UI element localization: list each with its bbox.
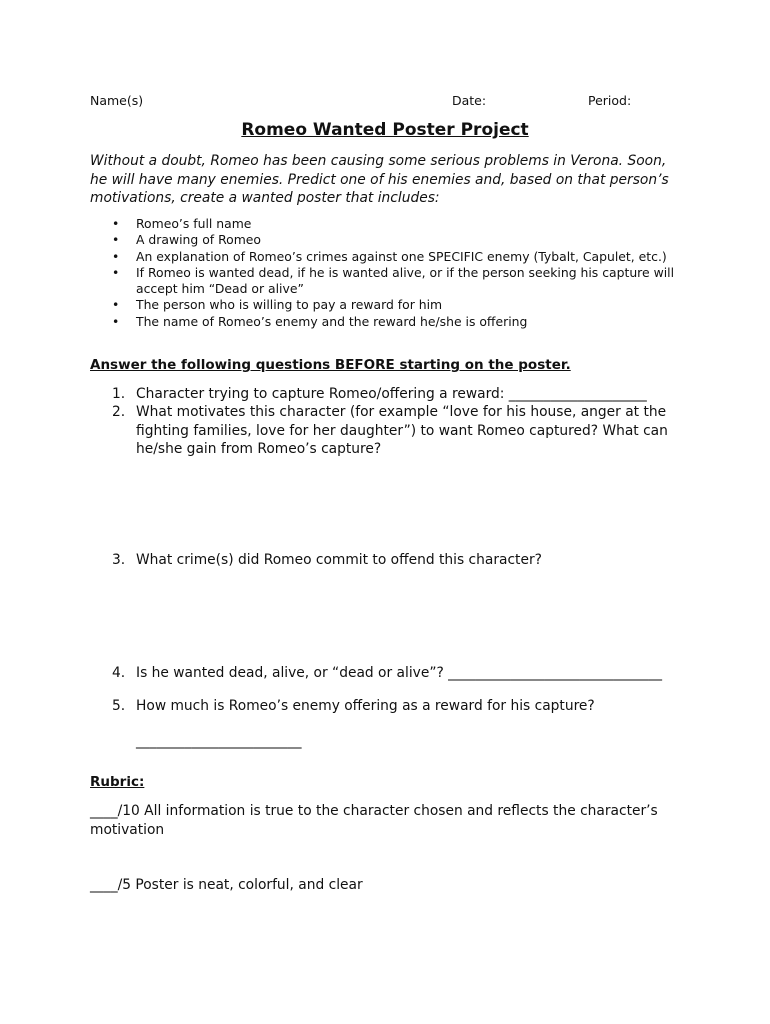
date-label: Date:	[452, 93, 487, 108]
question-text: Character trying to capture Romeo/offering a reward: ____________________	[136, 386, 647, 402]
list-item-text: Romeo’s full name	[136, 216, 252, 231]
requirements-list	[90, 216, 690, 330]
question-text: How much is Romeo’s enemy offering as a reward for his capture?	[136, 698, 595, 714]
list-item-text: The person who is willing to pay a reward for him	[136, 297, 443, 313]
list-item	[90, 216, 690, 232]
bullet-icon: •	[112, 297, 120, 313]
question-number: 1.	[112, 386, 126, 402]
question-text: What crime(s) did Romeo commit to offend this character?	[136, 552, 542, 568]
question-4	[90, 664, 690, 683]
page-title: Romeo Wanted Poster Project	[241, 120, 529, 140]
question-number: 4.	[112, 665, 126, 681]
question-3	[90, 551, 690, 570]
questions-heading: Answer the following questions BEFORE starting on the poster.	[90, 357, 571, 373]
list-item-text: An explanation of Romeo’s crimes against one SPECIFIC enemy (Tybalt, Capulet, etc.)	[136, 248, 667, 264]
bullet-icon: •	[112, 232, 120, 248]
list-item-text: A drawing of Romeo	[136, 232, 261, 248]
question-2	[90, 403, 690, 459]
question-1	[90, 385, 690, 404]
list-item	[90, 297, 690, 313]
question-5	[90, 697, 690, 716]
rubric-heading: Rubric:	[90, 774, 145, 790]
bullet-icon: •	[112, 313, 120, 329]
answer-blank-line: ________________________	[136, 733, 302, 749]
rubric-item: ____/5 Poster is neat, colorful, and clear	[90, 877, 363, 893]
list-item	[90, 232, 690, 248]
list-item	[90, 265, 690, 298]
question-number: 2.	[112, 404, 126, 420]
question-text: Is he wanted dead, alive, or “dead or alive”? _______________________________	[136, 665, 663, 681]
intro-paragraph: Without a doubt, Romeo has been causing some serious problems in Verona. Soon, he will have many enemies. Predict one of his enemies and, based on that person’s motivations, create a wanted poster that includes:	[90, 153, 669, 206]
list-item	[90, 249, 690, 265]
question-number: 3.	[112, 552, 126, 568]
list-item-text: The name of Romeo’s enemy and the reward he/she is offering	[136, 313, 528, 329]
question-number: 5.	[112, 698, 126, 714]
bullet-icon: •	[112, 216, 120, 231]
name-label: Name(s)	[90, 93, 144, 108]
rubric-item: ____/10 All information is true to the character chosen and reflects the character’s motivation	[90, 803, 658, 838]
bullet-icon: •	[112, 264, 120, 280]
period-label: Period:	[588, 93, 632, 108]
list-item-text: If Romeo is wanted dead, if he is wanted alive, or if the person seeking his capture will accept him “Dead or alive”	[136, 264, 675, 297]
bullet-icon: •	[112, 248, 120, 264]
list-item	[90, 314, 690, 330]
question-text: What motivates this character (for example “love for his house, anger at the fighting families, love for her daughter”) to want Romeo captured? What can he/she gain from Romeo’s capture?	[136, 404, 668, 457]
